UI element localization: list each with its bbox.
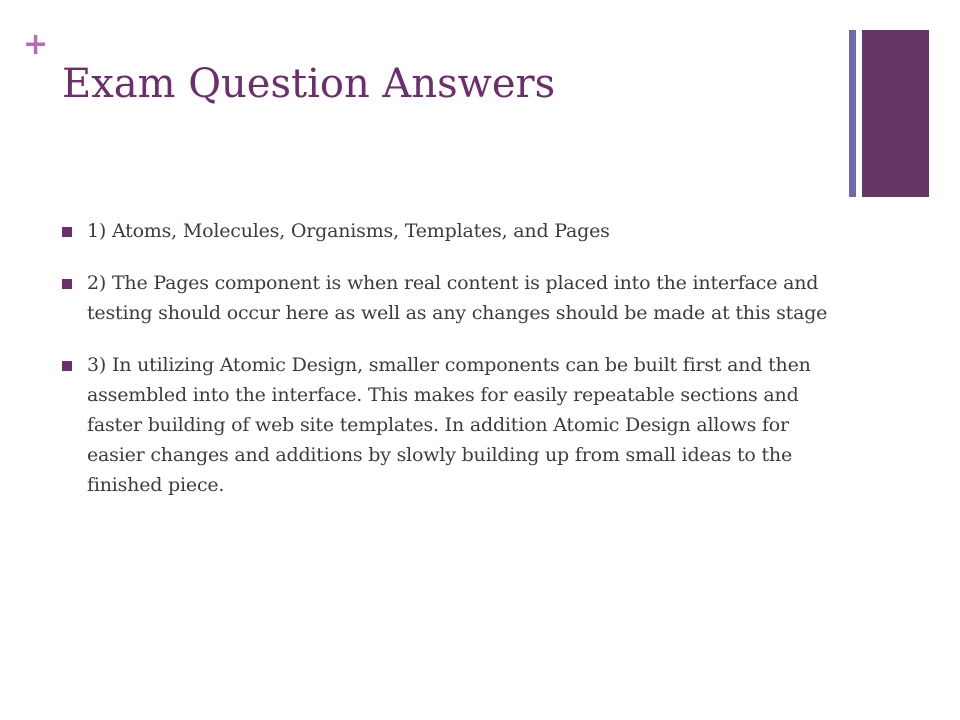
- bullet-text: 2) The Pages component is when real content is placed into the interface and testing should occur here as well as any changes should be made at this stage: [87, 272, 828, 324]
- slide-title: Exam Question Answers: [62, 61, 556, 107]
- square-bullet-icon: [62, 361, 72, 371]
- bullet-text: 1) Atoms, Molecules, Organisms, Templates, and Pages: [87, 220, 610, 242]
- bullet-item: [62, 350, 832, 500]
- accent-bar-thin: [849, 30, 856, 197]
- square-bullet-icon: [62, 227, 72, 237]
- bullet-text: 3) In utilizing Atomic Design, smaller components can be built first and then assembled into the interface. This makes for easily repeatable sections and faster building of web site templates. In addition Atomic Design allows for easier changes and additions by slowly building up from small ideas to the finished piece.: [87, 354, 811, 496]
- plus-icon: +: [23, 27, 49, 62]
- bullet-item: [62, 268, 832, 328]
- accent-bar-thick: [862, 30, 929, 197]
- bullet-item: [62, 216, 832, 246]
- bullet-list: [62, 216, 832, 522]
- square-bullet-icon: [62, 279, 72, 289]
